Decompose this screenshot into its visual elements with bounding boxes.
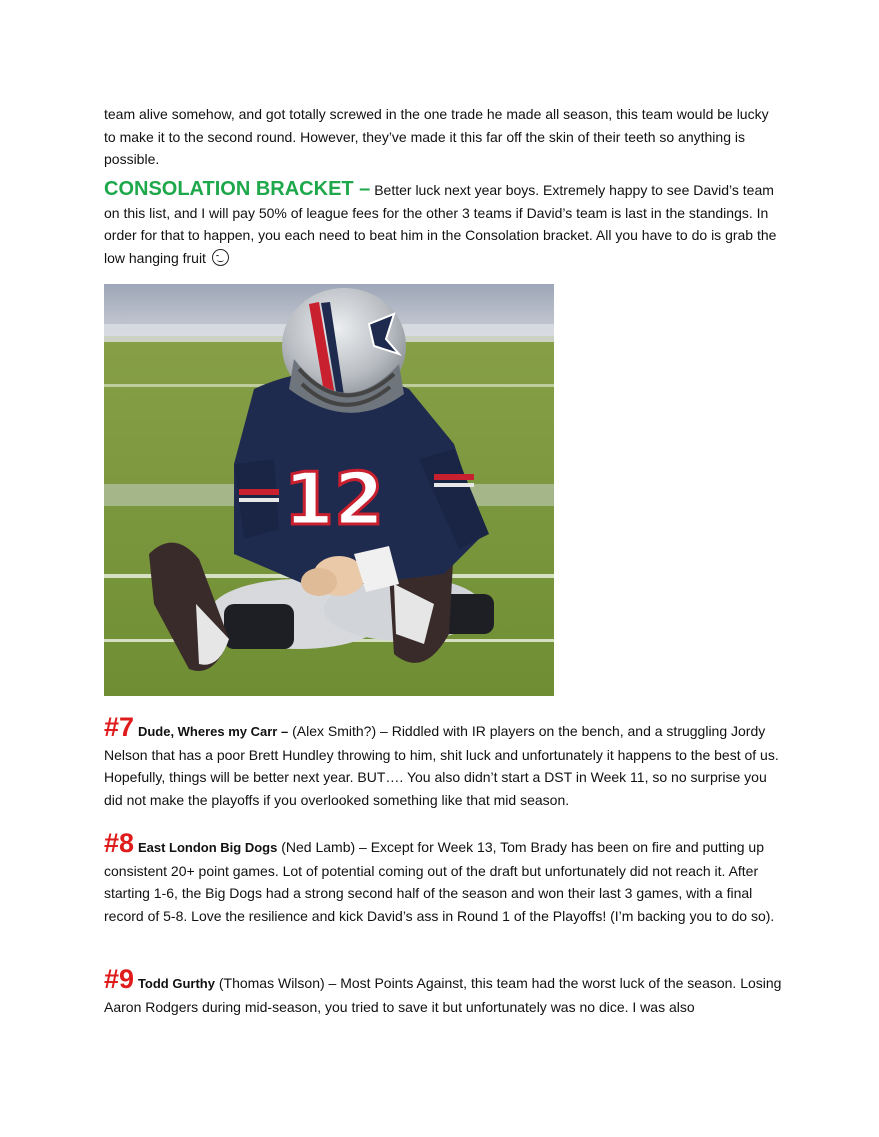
intro-paragraph: team alive somehow, and got totally screwed in the one trade he made all season, this team would be lucky to make it to the second round. However, they’ve made it this far off the skin of their teeth so anything is possible. (104, 106, 769, 167)
team-9-owner: (Thomas Wilson) (218, 975, 325, 991)
team-7-paragraph (104, 712, 784, 811)
team-9-name: Todd Gurthy (137, 976, 215, 991)
team-9-rank: #9 (104, 964, 135, 994)
consolation-text: Better luck next year boys. Extremely happy to see David’s team on this list, and I will pay 50% of league fees for the other 3 teams if David’s team is last in the standings. In order for that to happen, you each need to beat him in the Consolation bracket. All you have to do is grab the low hanging fruit (104, 182, 777, 266)
consolation-heading: CONSOLATION BRACKET – (104, 178, 371, 200)
consolation-paragraph (104, 178, 784, 269)
team-9-text: – Most Points Against, this team had the worst luck of the season. Losing Aaron Rodgers during mid-season, you tried to save it but unfortunately was no dice. I was also (104, 975, 782, 1015)
team-7-rank: #7 (104, 712, 135, 742)
jersey-number: 12 (283, 457, 385, 541)
smirking-face-icon (212, 249, 229, 266)
team-8-text: – Except for Week 13, Tom Brady has been on fire and putting up consistent 20+ point games. Lot of potential coming out of the draft but unfortunately did not reach it. After starting 1-6, the Big Dogs had a strong second half of the season and won their last 3 games, with a final record of 5-8. Love the resilience and kick David’s ass in Round 1 of the Playoffs! (I’m backing you to do so). (104, 839, 775, 924)
team-9-paragraph (104, 964, 784, 1018)
team-8-name: East London Big Dogs (137, 840, 278, 855)
team-8-rank: #8 (104, 828, 135, 858)
team-7-owner: (Alex Smith?) (292, 723, 377, 739)
team-8-owner: (Ned Lamb) (281, 839, 356, 855)
team-7-text: – Riddled with IR players on the bench, and a struggling Jordy Nelson that has a poor Brett Hundley throwing to him, shit luck and unfortunately it happens to the best of us. Hopefully, things will be better next year. BUT…. You also didn’t start a DST in Week 11, so no surprise you did not make the playoffs if you overlooked something like that mid season. (104, 723, 779, 808)
team-7-name: Dude, Wheres my Carr – (137, 724, 289, 739)
team-8-paragraph (104, 828, 784, 927)
football-player-photo (104, 284, 554, 696)
